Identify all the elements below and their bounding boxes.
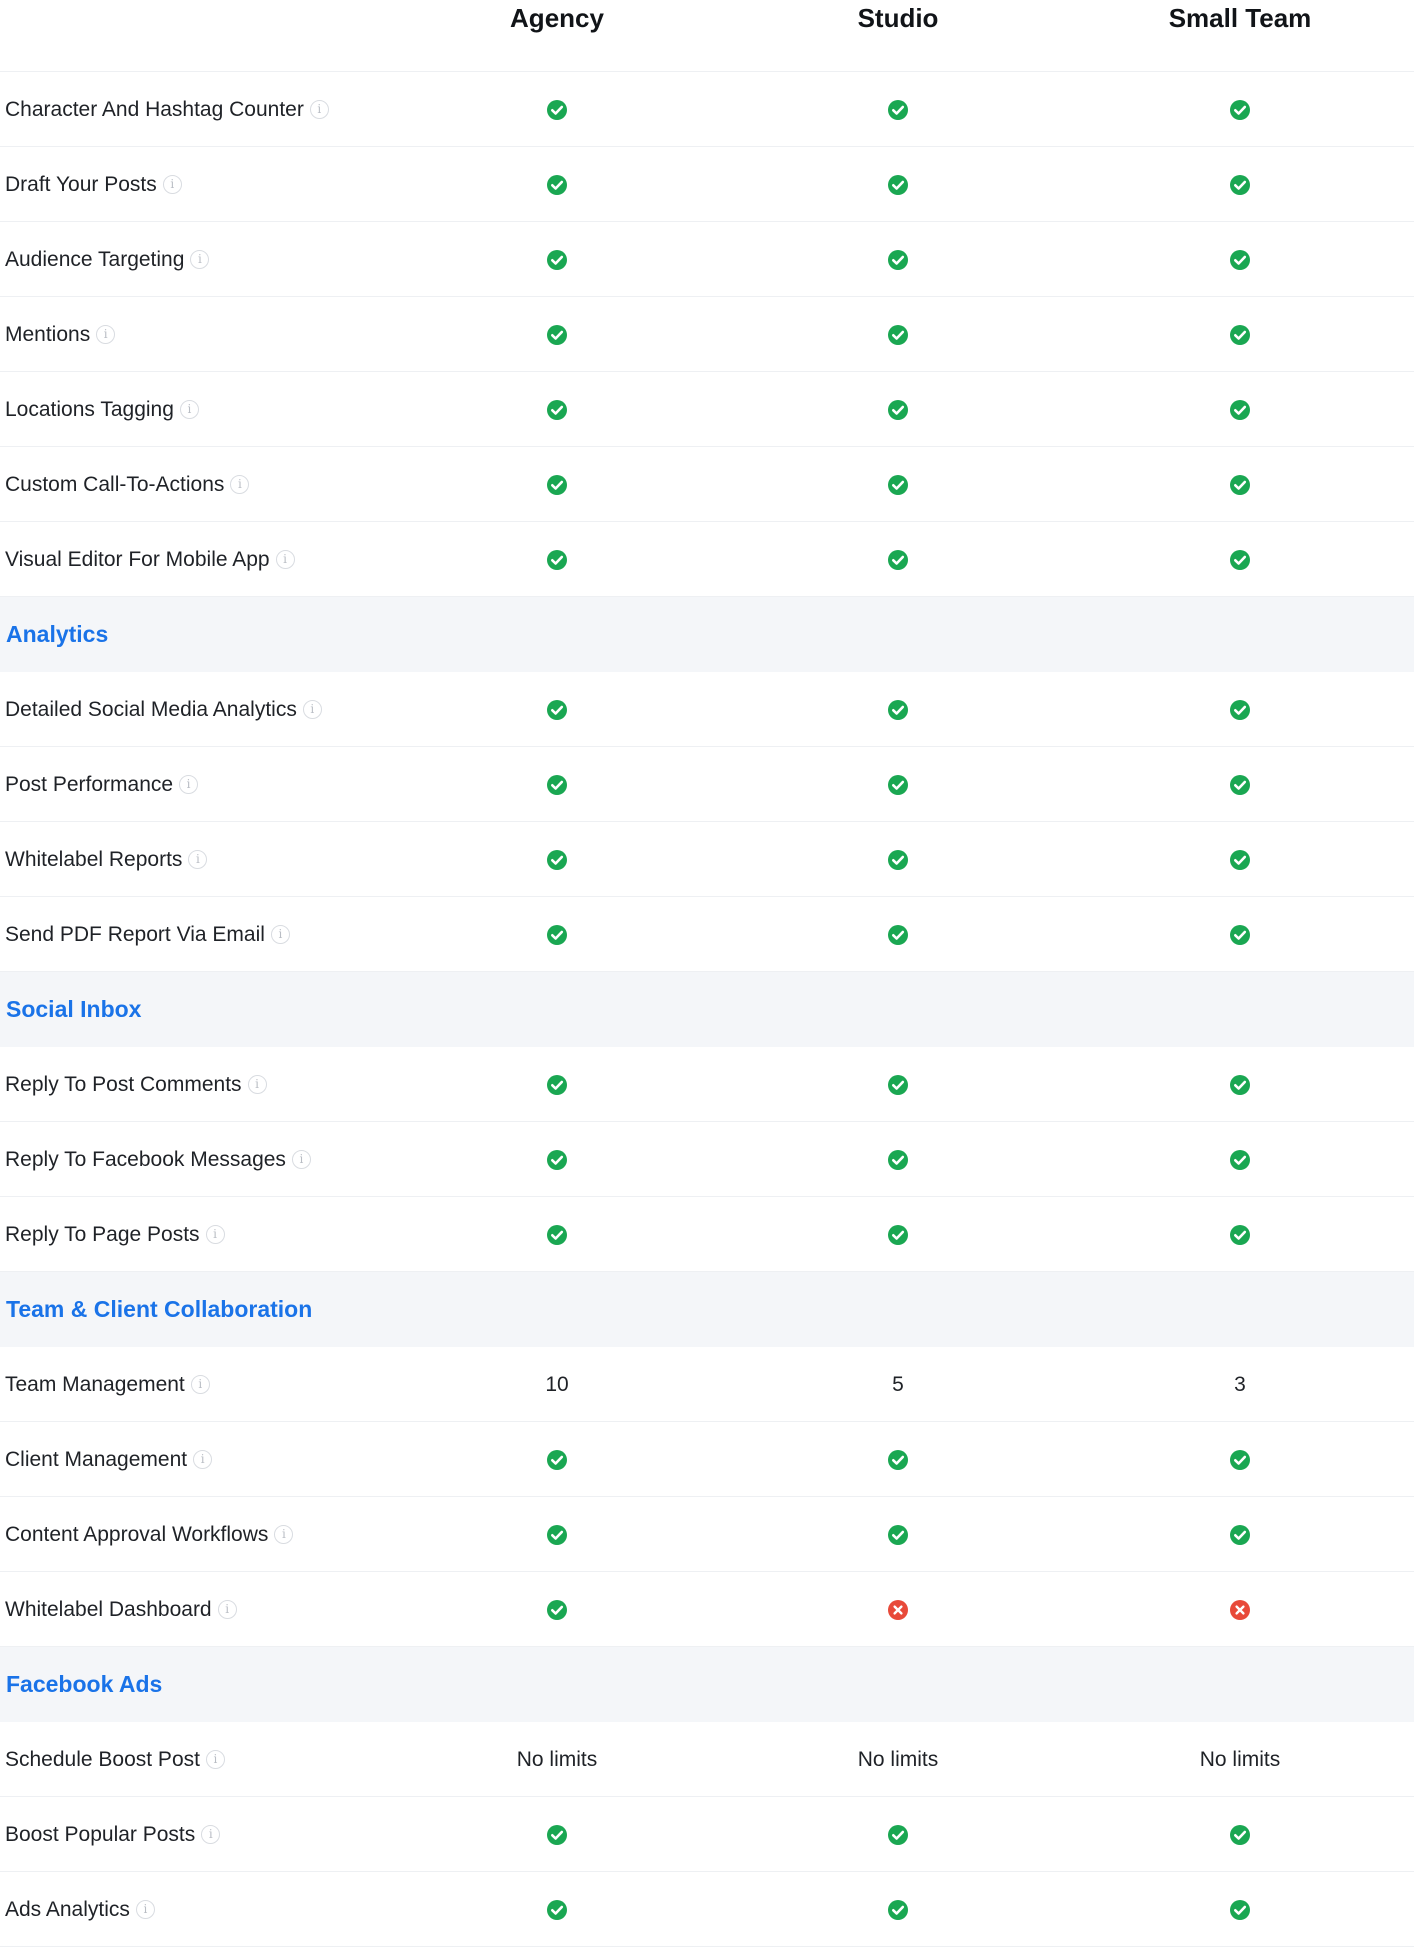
check-icon — [887, 1899, 909, 1921]
check-icon — [1229, 699, 1251, 721]
feature-name — [5, 1197, 225, 1272]
feature-label: Reply To Post Comments — [5, 1072, 242, 1096]
feature-label: Schedule Boost Post — [5, 1747, 200, 1771]
check-icon — [546, 1599, 568, 1621]
plan-cell-studio — [778, 1797, 1018, 1872]
plan-cell-studio — [778, 1872, 1018, 1947]
check-icon — [546, 924, 568, 946]
plan-cell-small-team — [1120, 147, 1360, 222]
info-icon[interactable]: i — [180, 400, 199, 419]
plan-cell-agency — [437, 822, 677, 897]
plan-cell-studio — [778, 1722, 1018, 1797]
check-icon — [546, 1074, 568, 1096]
feature-label: Send PDF Report Via Email — [5, 922, 265, 946]
plan-cell-agency — [437, 1347, 677, 1422]
feature-name — [5, 522, 295, 597]
check-icon — [887, 549, 909, 571]
section-header-row — [0, 1647, 1414, 1722]
check-icon — [1229, 474, 1251, 496]
info-icon[interactable]: i — [230, 475, 249, 494]
check-icon — [546, 99, 568, 121]
section-title: Facebook Ads — [6, 1671, 163, 1697]
feature-name — [5, 1347, 210, 1422]
plan-cell-small-team — [1120, 822, 1360, 897]
check-icon — [546, 1524, 568, 1546]
feature-row — [0, 1122, 1414, 1197]
plan-value: 10 — [545, 1372, 569, 1396]
feature-row — [0, 222, 1414, 297]
feature-name — [5, 822, 207, 897]
check-icon — [546, 399, 568, 421]
check-icon — [1229, 174, 1251, 196]
plan-cell-studio — [778, 447, 1018, 522]
plan-cell-small-team — [1120, 1422, 1360, 1497]
check-icon — [546, 1224, 568, 1246]
info-icon[interactable]: i — [248, 1075, 267, 1094]
plan-value: 5 — [892, 1372, 904, 1396]
feature-row — [0, 1422, 1414, 1497]
check-icon — [546, 324, 568, 346]
plan-cell-agency — [437, 747, 677, 822]
section-header-row — [0, 597, 1414, 672]
plan-cell-agency — [437, 1722, 677, 1797]
check-icon — [1229, 1074, 1251, 1096]
feature-row — [0, 1497, 1414, 1572]
plan-value: No limits — [857, 1747, 939, 1771]
info-icon[interactable]: i — [274, 1525, 293, 1544]
plan-cell-agency — [437, 1422, 677, 1497]
feature-row — [0, 1797, 1414, 1872]
plan-cell-small-team — [1120, 1347, 1360, 1422]
feature-row — [0, 447, 1414, 522]
plan-cell-small-team — [1120, 1197, 1360, 1272]
feature-row — [0, 147, 1414, 222]
plan-cell-studio — [778, 672, 1018, 747]
plan-cell-studio — [778, 897, 1018, 972]
feature-label: Client Management — [5, 1447, 188, 1471]
plan-header-studio: Studio — [857, 3, 939, 33]
feature-name — [5, 1422, 212, 1497]
feature-label: Visual Editor For Mobile App — [5, 547, 270, 571]
feature-label: Reply To Facebook Messages — [5, 1147, 286, 1171]
section-title: Social Inbox — [6, 996, 142, 1022]
feature-row — [0, 372, 1414, 447]
check-icon — [1229, 99, 1251, 121]
info-icon[interactable]: i — [292, 1150, 311, 1169]
check-icon — [1229, 249, 1251, 271]
feature-row — [0, 822, 1414, 897]
feature-row — [0, 897, 1414, 972]
feature-name — [5, 897, 290, 972]
plan-header-small-team: Small Team — [1168, 3, 1312, 33]
feature-name — [5, 297, 115, 372]
plan-cell-small-team — [1120, 1047, 1360, 1122]
plan-cell-small-team — [1120, 747, 1360, 822]
cross-icon — [887, 1599, 909, 1621]
plan-cell-studio — [778, 1572, 1018, 1647]
feature-label: Post Performance — [5, 772, 174, 796]
check-icon — [887, 174, 909, 196]
info-icon[interactable]: i — [271, 925, 290, 944]
info-icon[interactable]: i — [193, 1450, 212, 1469]
info-icon[interactable]: i — [276, 550, 295, 569]
feature-rows — [0, 72, 1414, 1947]
cross-icon — [1229, 1599, 1251, 1621]
section-title: Team & Client Collaboration — [6, 1296, 313, 1322]
check-icon — [1229, 849, 1251, 871]
info-icon[interactable]: i — [206, 1750, 225, 1769]
plan-header-agency: Agency — [510, 3, 604, 33]
plan-cell-studio — [778, 72, 1018, 147]
plan-cell-studio — [778, 1497, 1018, 1572]
plan-cell-small-team — [1120, 1722, 1360, 1797]
plan-cell-agency — [437, 372, 677, 447]
check-icon — [1229, 1524, 1251, 1546]
feature-name — [5, 1872, 155, 1947]
check-icon — [887, 849, 909, 871]
plan-cell-studio — [778, 1122, 1018, 1197]
feature-name — [5, 1797, 220, 1872]
check-icon — [887, 324, 909, 346]
section-header-row — [0, 1272, 1414, 1347]
check-icon — [887, 249, 909, 271]
check-icon — [1229, 774, 1251, 796]
info-icon[interactable]: i — [310, 100, 329, 119]
feature-row — [0, 522, 1414, 597]
feature-row — [0, 1197, 1414, 1272]
plan-cell-small-team — [1120, 297, 1360, 372]
feature-row — [0, 1047, 1414, 1122]
feature-label: Locations Tagging — [5, 397, 174, 421]
check-icon — [546, 174, 568, 196]
feature-label: Team Management — [5, 1372, 185, 1396]
feature-name — [5, 1572, 237, 1647]
feature-name — [5, 447, 249, 522]
feature-label: Audience Targeting — [5, 247, 185, 271]
feature-row — [0, 1872, 1414, 1947]
plan-cell-small-team — [1120, 372, 1360, 447]
plan-cell-agency — [437, 897, 677, 972]
info-icon[interactable]: i — [206, 1225, 225, 1244]
check-icon — [546, 549, 568, 571]
check-icon — [1229, 1824, 1251, 1846]
check-icon — [887, 1074, 909, 1096]
info-icon[interactable]: i — [96, 325, 115, 344]
plan-cell-agency — [437, 447, 677, 522]
plan-cell-agency — [437, 1197, 677, 1272]
check-icon — [1229, 549, 1251, 571]
plan-cell-agency — [437, 1872, 677, 1947]
check-icon — [1229, 1224, 1251, 1246]
section-header-row — [0, 972, 1414, 1047]
feature-label: Boost Popular Posts — [5, 1822, 196, 1846]
plan-cell-agency — [437, 72, 677, 147]
check-icon — [546, 249, 568, 271]
info-icon[interactable]: i — [136, 1900, 155, 1919]
check-icon — [546, 1449, 568, 1471]
check-icon — [546, 1899, 568, 1921]
check-icon — [1229, 1899, 1251, 1921]
feature-row — [0, 72, 1414, 147]
plan-cell-agency — [437, 222, 677, 297]
plans-header-row — [0, 0, 1414, 72]
check-icon — [887, 1824, 909, 1846]
check-icon — [1229, 399, 1251, 421]
check-icon — [546, 474, 568, 496]
feature-label: Whitelabel Reports — [5, 847, 183, 871]
check-icon — [887, 924, 909, 946]
info-icon[interactable]: i — [163, 175, 182, 194]
plan-cell-small-team — [1120, 72, 1360, 147]
info-icon[interactable]: i — [179, 775, 198, 794]
check-icon — [1229, 1449, 1251, 1471]
info-icon[interactable]: i — [218, 1600, 237, 1619]
plan-cell-small-team — [1120, 1572, 1360, 1647]
check-icon — [546, 774, 568, 796]
plan-cell-small-team — [1120, 897, 1360, 972]
check-icon — [887, 774, 909, 796]
info-icon[interactable]: i — [188, 850, 207, 869]
feature-name — [5, 372, 199, 447]
feature-row — [0, 672, 1414, 747]
check-icon — [887, 99, 909, 121]
check-icon — [887, 1524, 909, 1546]
check-icon — [546, 1149, 568, 1171]
plan-cell-small-team — [1120, 1122, 1360, 1197]
feature-row — [0, 1722, 1414, 1797]
check-icon — [546, 699, 568, 721]
plan-cell-small-team — [1120, 522, 1360, 597]
feature-name — [5, 1122, 311, 1197]
plan-cell-studio — [778, 1047, 1018, 1122]
check-icon — [546, 1824, 568, 1846]
plan-cell-small-team — [1120, 1797, 1360, 1872]
check-icon — [887, 699, 909, 721]
feature-label: Detailed Social Media Analytics — [5, 697, 297, 721]
check-icon — [887, 1449, 909, 1471]
plan-cell-agency — [437, 1047, 677, 1122]
feature-label: Reply To Page Posts — [5, 1222, 200, 1246]
info-icon[interactable]: i — [303, 700, 322, 719]
plan-cell-small-team — [1120, 447, 1360, 522]
feature-label: Mentions — [5, 322, 91, 346]
feature-name — [5, 1497, 293, 1572]
feature-label: Whitelabel Dashboard — [5, 1597, 212, 1621]
check-icon — [887, 1224, 909, 1246]
feature-name — [5, 222, 209, 297]
plan-cell-agency — [437, 147, 677, 222]
plan-cell-studio — [778, 222, 1018, 297]
plan-cell-small-team — [1120, 222, 1360, 297]
check-icon — [887, 474, 909, 496]
section-title: Analytics — [6, 621, 109, 647]
plan-value: No limits — [1199, 1747, 1281, 1771]
feature-name — [5, 1047, 267, 1122]
feature-name — [5, 1722, 225, 1797]
plan-cell-agency — [437, 522, 677, 597]
plan-cell-studio — [778, 822, 1018, 897]
plan-value: 3 — [1234, 1372, 1246, 1396]
plan-cell-agency — [437, 297, 677, 372]
check-icon — [1229, 924, 1251, 946]
plan-cell-studio — [778, 1197, 1018, 1272]
info-icon[interactable]: i — [191, 1375, 210, 1394]
feature-row — [0, 1572, 1414, 1647]
feature-name — [5, 72, 329, 147]
check-icon — [546, 849, 568, 871]
plan-cell-studio — [778, 297, 1018, 372]
plan-value: No limits — [516, 1747, 598, 1771]
feature-name — [5, 672, 322, 747]
info-icon[interactable]: i — [201, 1825, 220, 1844]
plan-cell-agency — [437, 1572, 677, 1647]
feature-name — [5, 747, 198, 822]
plan-cell-agency — [437, 1122, 677, 1197]
plan-cell-agency — [437, 672, 677, 747]
plan-cell-agency — [437, 1797, 677, 1872]
check-icon — [1229, 1149, 1251, 1171]
check-icon — [887, 399, 909, 421]
check-icon — [887, 1149, 909, 1171]
plan-cell-studio — [778, 372, 1018, 447]
feature-row — [0, 297, 1414, 372]
feature-label: Custom Call-To-Actions — [5, 472, 225, 496]
plan-cell-studio — [778, 1347, 1018, 1422]
feature-row — [0, 1347, 1414, 1422]
plan-cell-studio — [778, 522, 1018, 597]
info-icon[interactable]: i — [190, 250, 209, 269]
feature-row — [0, 747, 1414, 822]
plan-cell-small-team — [1120, 1497, 1360, 1572]
check-icon — [1229, 324, 1251, 346]
plan-cell-agency — [437, 1497, 677, 1572]
feature-label: Ads Analytics — [5, 1897, 130, 1921]
feature-label: Character And Hashtag Counter — [5, 97, 304, 121]
plan-cell-studio — [778, 747, 1018, 822]
plan-cell-studio — [778, 147, 1018, 222]
plan-cell-studio — [778, 1422, 1018, 1497]
feature-name — [5, 147, 182, 222]
plan-cell-small-team — [1120, 1872, 1360, 1947]
plan-cell-small-team — [1120, 672, 1360, 747]
feature-label: Content Approval Workflows — [5, 1522, 269, 1546]
feature-label: Draft Your Posts — [5, 172, 157, 196]
